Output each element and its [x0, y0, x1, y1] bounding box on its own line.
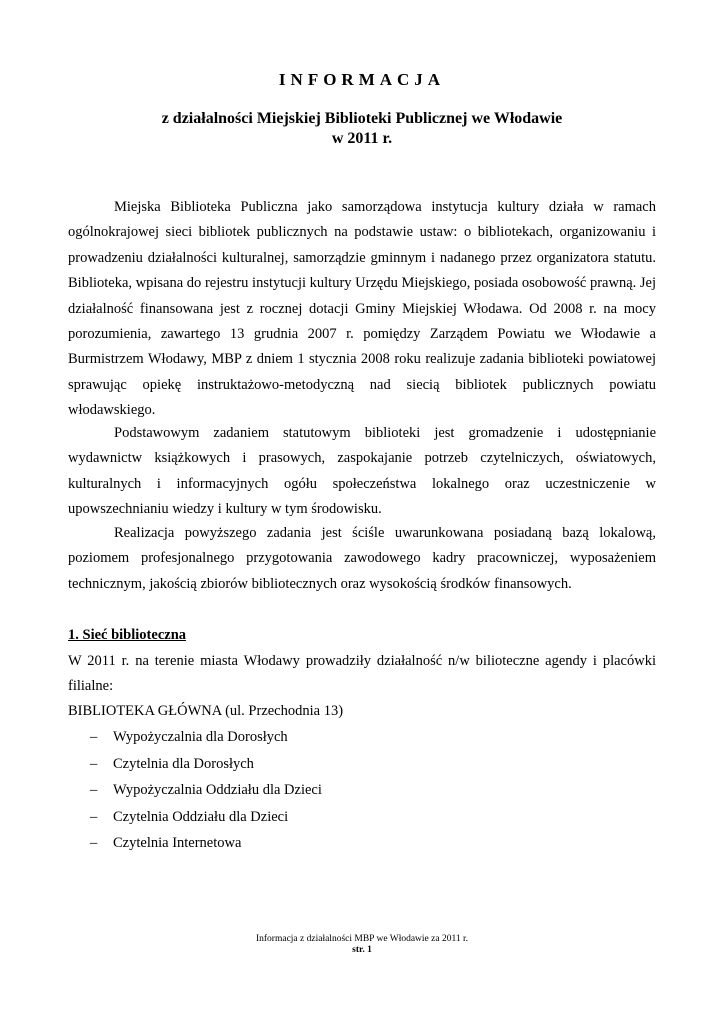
- list-item: [68, 777, 322, 804]
- agency-label: Wypożyczalnia dla Dorosłych: [113, 729, 288, 745]
- paragraph-realization: Realizacja powyższego zadania jest ściśle uwarunkowana posiadaną bazą lokalową, poziomem profesjonalnego przygotowania zawodowego kadry pracowniczej, wyposażeniem technicznym, jakością zbiorów bibliotecznych oraz wysokością środków finansowych.: [68, 525, 656, 592]
- section-heading-library-network: 1. Sieć biblioteczna: [68, 627, 187, 643]
- agency-label: Wypożyczalnia Oddziału dla Dzieci: [113, 782, 322, 799]
- agency-list: [68, 724, 322, 857]
- list-item: [68, 804, 322, 831]
- list-item: [68, 751, 322, 778]
- main-library-label: BIBLIOTEKA GŁÓWNA (ul. Przechodnia 13): [68, 703, 344, 719]
- paragraph-statutory-task: Podstawowym zadaniem statutowym biblioteki jest gromadzenie i udostępnianie wydawnictw książkowych i prasowych, zaspokajanie potrzeb czytelniczych, oświatowych, kulturalnych i informacyjnych ogółu społeczeństwa lokalnego oraz uczestniczenie w upowszechnianiu wiedzy i kultury w tym środowisku.: [68, 425, 656, 518]
- dash-bullet: –: [90, 835, 98, 852]
- dash-bullet: –: [90, 782, 98, 799]
- agency-label: Czytelnia dla Dorosłych: [113, 755, 254, 772]
- dash-bullet: –: [90, 755, 98, 772]
- footer-text: Informacja z działalności MBP we Włodawie za 2011 r.: [255, 934, 468, 944]
- section-intro: W 2011 r. na terenie miasta Włodawy prowadziły działalność n/w bilioteczne agendy i placówki filialne:: [68, 653, 656, 695]
- document-title: INFORMACJA: [278, 70, 446, 89]
- dash-bullet: –: [90, 808, 98, 825]
- agency-label: Czytelnia Oddziału dla Dzieci: [113, 808, 289, 825]
- list-item: [68, 830, 322, 857]
- document-subtitle: z działalności Miejskiej Biblioteki Publicznej we Włodawie: [161, 110, 563, 127]
- list-item: [68, 724, 322, 751]
- dash-bullet: –: [90, 729, 98, 745]
- agency-label: Czytelnia Internetowa: [113, 835, 242, 852]
- document-subtitle-year: w 2011 r.: [331, 130, 393, 147]
- paragraph-intro: Miejska Biblioteka Publiczna jako samorządowa instytucja kultury działa w ramach ogólnokrajowej sieci bibliotek publicznych na podstawie ustaw: o bibliotekach, organizowaniu i prowadzeniu działalności kulturalnej, samorządzie gminnym i nadanego przez organizatora statutu. Biblioteka, wpisana do rejestru instytucji kultury Urzędu Miejskiego, posiada osobowość prawną. Jej działalność finansowana jest z rocznej dotacji Gminy Miejskiej Włodawa. Od 2008 r. na mocy porozumienia, zawartego 13 grudnia 2007 r. pomiędzy Zarządem Powiatu we Włodawie a Burmistrzem Włodawy, MBP z dniem 1 stycznia 2008 roku realizuje zadania biblioteki powiatowej sprawując opiekę instruktażowo-metodyczną nad siecią bibliotek publicznych powiatu włodawskiego.: [68, 199, 656, 419]
- page-number: str. 1: [352, 945, 372, 955]
